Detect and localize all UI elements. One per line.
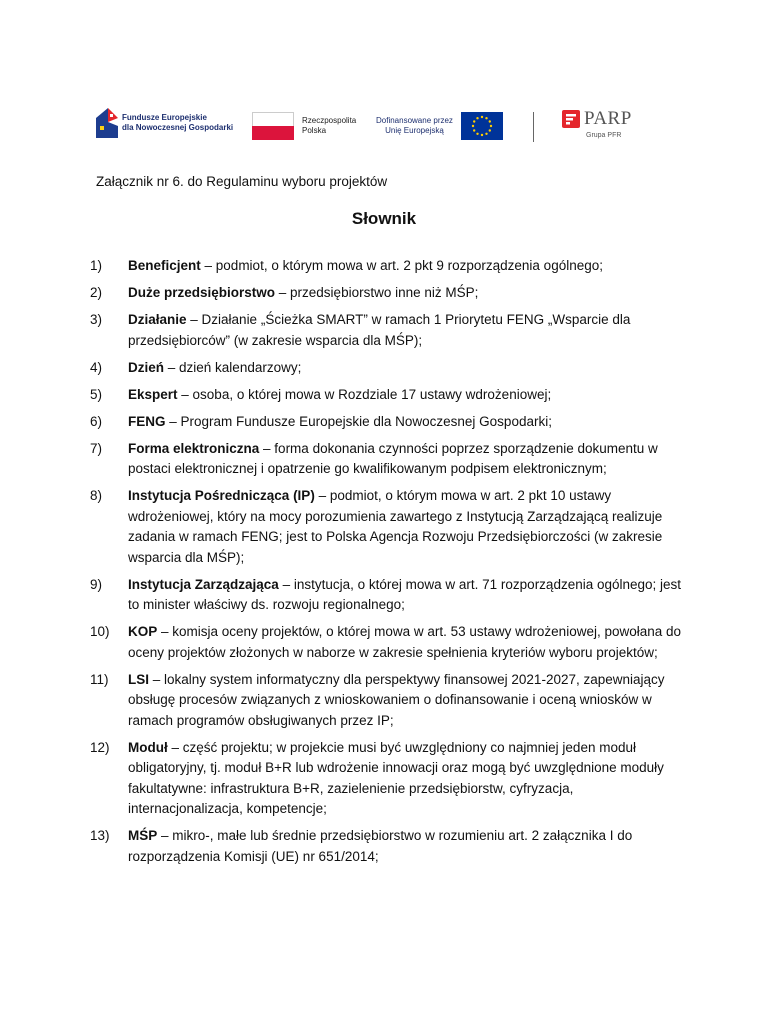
item-content xyxy=(128,575,690,616)
fe-logo-icon xyxy=(96,108,118,138)
logo-separator xyxy=(533,112,534,142)
item-definition: – mikro-, małe lub średnie przedsiębiorstwo w rozumieniu art. 2 załącznika I do rozporządzenia Komisji (UE) nr 651/2014; xyxy=(128,828,633,864)
item-content xyxy=(128,738,690,820)
item-number: 6) xyxy=(90,413,103,429)
item-content xyxy=(128,256,690,277)
logo-bar xyxy=(96,104,652,150)
glossary-item xyxy=(90,385,690,406)
item-definition: – komisja oceny projektów, o której mowa w art. 53 ustawy wdrożeniowej, powołana do oceny projektów złożonych w naborze w zakresie spełnienia kryteriów wyboru projektów; xyxy=(128,624,682,660)
glossary-item xyxy=(90,575,690,616)
glossary-item xyxy=(90,283,690,304)
page-title: Słownik xyxy=(351,209,417,228)
item-content xyxy=(128,670,690,732)
item-term: Instytucja Zarządzająca xyxy=(128,576,279,592)
item-number: 5) xyxy=(90,386,103,402)
ue-logo xyxy=(376,112,503,140)
item-definition: – dzień kalendarzowy; xyxy=(164,359,302,375)
glossary-item xyxy=(90,439,690,480)
item-definition: – część projektu; w projekcie musi być uwzględniony co najmniej jeden moduł obligatoryjny, tj. moduł B+R lub wdrożenie innowacji oraz mogą być uwzględnione moduły fakultatywne: infrastruktura B+R, zazielenienie przedsiębiorstw, cyfryzacja, internacjonalizacja, kompetencje; xyxy=(128,739,664,816)
glossary-item xyxy=(90,358,690,379)
item-term: MŚP xyxy=(128,828,158,843)
item-content xyxy=(128,412,690,433)
ue-logo-line1: Dofinansowane przez xyxy=(376,116,453,125)
item-content xyxy=(128,358,690,379)
item-number: 12) xyxy=(90,739,110,755)
item-number: 11) xyxy=(90,671,109,687)
item-term: Moduł xyxy=(128,739,168,755)
glossary-item xyxy=(90,310,690,351)
glossary-item xyxy=(90,738,690,820)
polish-flag-icon xyxy=(252,112,294,140)
item-content xyxy=(128,486,690,568)
item-term: Działanie xyxy=(128,312,187,327)
parp-logo-name: PARP xyxy=(584,108,632,129)
item-content xyxy=(128,826,690,867)
parp-logo-sub: Grupa PFR xyxy=(586,132,622,139)
item-content xyxy=(128,385,690,406)
item-term: LSI xyxy=(128,671,150,687)
item-definition: – osoba, o której mowa w Rozdziale 17 ustawy wdrożeniowej; xyxy=(177,386,552,402)
item-term: Duże przedsiębiorstwo xyxy=(128,285,276,300)
glossary-item xyxy=(90,670,690,732)
item-definition: – Działanie „Ścieżka SMART” w ramach 1 Priorytetu FENG „Wsparcie dla przedsiębiorców” (w zakresie wsparcia dla MŚP); xyxy=(128,312,631,348)
item-term: KOP xyxy=(128,624,158,639)
glossary-list xyxy=(90,256,690,874)
fe-logo-name: Fundusze Europejskie xyxy=(122,113,207,122)
item-content xyxy=(128,439,690,480)
glossary-item xyxy=(90,412,690,433)
item-definition: – lokalny system informatyczny dla perspektywy finansowej 2021-2027, zapewniający obsługę procesów związanych z wnioskowaniem o dofinansowanie i oceną wniosków w ramach programów obsługiwanych przez IP; xyxy=(128,671,665,728)
parp-logo xyxy=(562,108,632,139)
item-number: 2) xyxy=(90,285,103,300)
glossary-item xyxy=(90,256,690,277)
glossary-item xyxy=(90,826,690,867)
glossary-item xyxy=(90,622,690,663)
pl-logo-line2: Polska xyxy=(302,126,327,135)
item-content xyxy=(128,622,690,663)
item-definition: – forma dokonania czynności poprzez sporządzenie dokumentu w postaci elektronicznej i opatrzenie go kwalifikowanym podpisem elektronicznym; xyxy=(128,440,658,476)
item-number: 13) xyxy=(90,828,110,843)
ue-logo-line2: Unię Europejską xyxy=(385,126,444,135)
fe-logo xyxy=(96,108,233,138)
attachment-label: Załącznik nr 6. do Regulaminu wyboru projektów xyxy=(96,174,388,189)
item-number: 3) xyxy=(90,312,103,327)
item-term: Instytucja Pośrednicząca (IP) xyxy=(128,488,315,503)
item-number: 10) xyxy=(90,624,110,639)
item-definition: – Program Fundusze Europejskie dla Nowoczesnej Gospodarki; xyxy=(165,413,552,429)
pl-logo-line1: Rzeczpospolita xyxy=(302,116,357,125)
item-number: 9) xyxy=(90,576,103,592)
item-number: 1) xyxy=(90,258,103,273)
item-definition: – przedsiębiorstwo inne niż MŚP; xyxy=(275,285,479,300)
eu-flag-icon xyxy=(461,112,503,140)
item-definition: – instytucja, o której mowa w art. 71 rozporządzenia ogólnego; jest to minister właściwy ds. rozwoju regionalnego; xyxy=(128,576,682,612)
item-definition: – podmiot, o którym mowa w art. 2 pkt 9 rozporządzenia ogólnego; xyxy=(200,258,603,273)
item-term: Ekspert xyxy=(128,386,178,402)
item-number: 4) xyxy=(90,359,103,375)
parp-logo-icon xyxy=(562,110,580,128)
item-content xyxy=(128,283,690,304)
item-term: Beneficjent xyxy=(128,258,201,273)
item-definition: – podmiot, o którym mowa w art. 2 pkt 10 ustawy wdrożeniowej, który na mocy porozumienia zawartego z Instytucją Zarządzającą realizuje zadania w ramach FENG; jest to Polska Agencja Rozwoju Przedsiębiorczości (w zakresie wsparcia dla MŚP); xyxy=(128,488,663,565)
item-term: FENG xyxy=(128,413,166,429)
fe-logo-sub: dla Nowoczesnej Gospodarki xyxy=(122,123,234,132)
item-term: Forma elektroniczna xyxy=(128,440,260,456)
glossary-item xyxy=(90,486,690,568)
pl-logo xyxy=(252,112,356,140)
item-content xyxy=(128,310,690,351)
item-term: Dzień xyxy=(128,359,165,375)
item-number: 7) xyxy=(90,440,103,456)
item-number: 8) xyxy=(90,488,103,503)
